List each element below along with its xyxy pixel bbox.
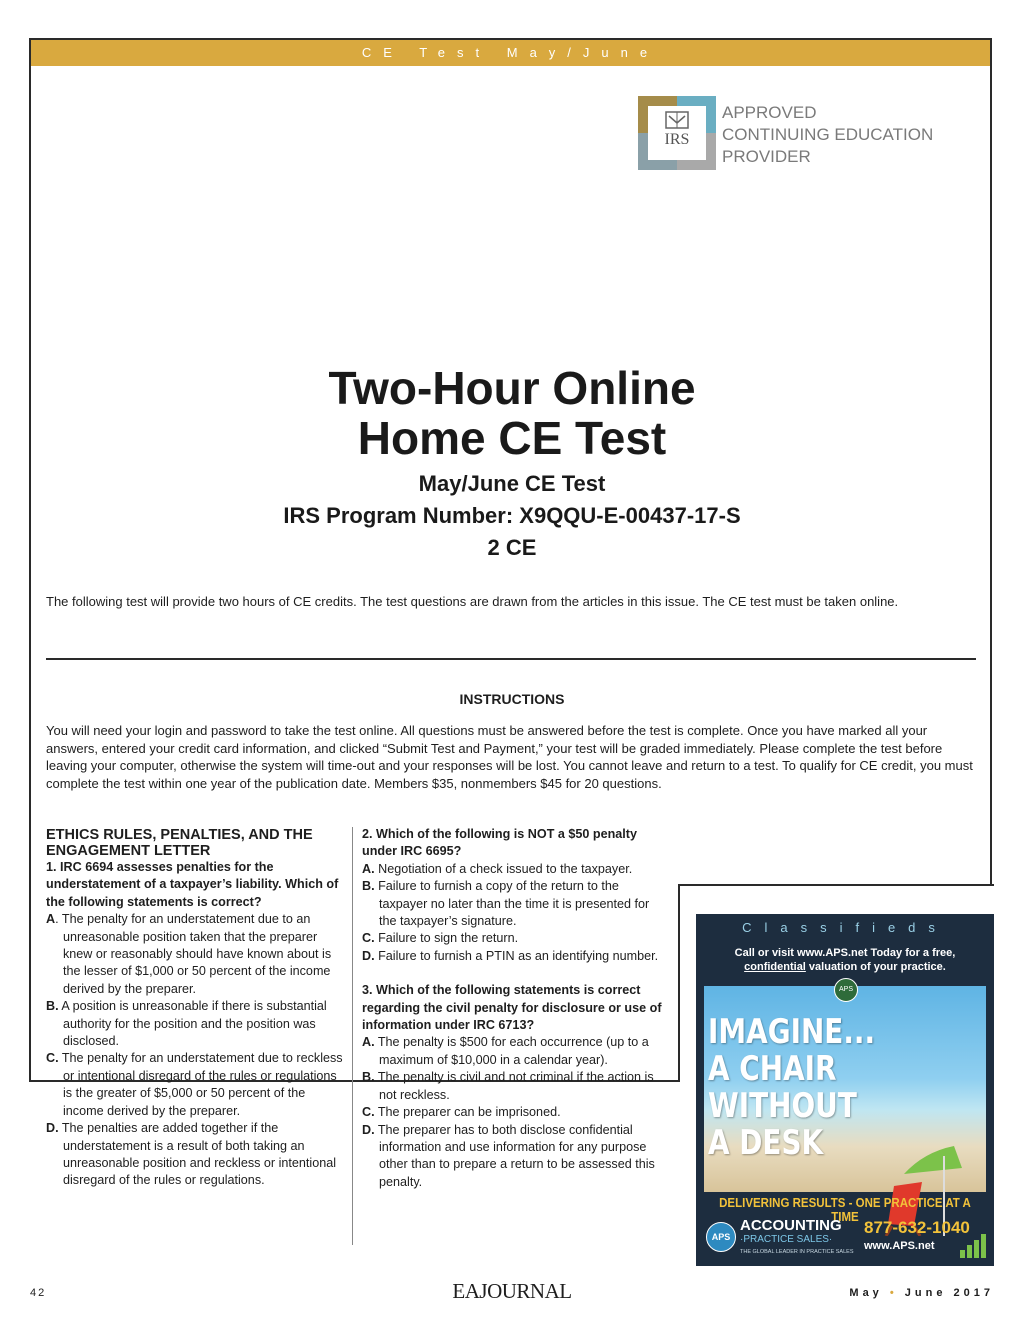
frame-notch-border — [678, 884, 680, 1082]
section-heading: ETHICS RULES, PENALTIES, AND THE ENGAGEMENT LETTER — [46, 827, 313, 859]
ad-footer — [704, 1218, 986, 1262]
answer-2b: B. Failure to furnish a copy of the return to the taxpayer no later than the time it is presented for the taxpayer’s signature. — [362, 879, 650, 929]
ad-website[interactable]: www.APS.net — [864, 1240, 935, 1252]
answer-1b: B. A position is unreasonable if there is substantial authority for the position and the position was disclosed. — [46, 999, 327, 1049]
issue-date: May • June 2017 — [849, 1287, 994, 1299]
aps-logo-icon: APS — [706, 1222, 736, 1252]
answer-3a: A. The penalty is $500 for each occurrence (up to a maximum of $10,000 in a calendar year). — [362, 1035, 649, 1067]
page-number: 42 — [30, 1287, 47, 1299]
divider — [46, 658, 976, 660]
answer-1a: A. The penalty for an understatement due to an unreasonable position taken that the preparer knew or reasonably should have known about is the lesser of $1,000 or 50 percent of the income derived by the preparer. — [46, 912, 332, 996]
ad-phone[interactable]: 877-632-1040 — [864, 1218, 970, 1237]
page-title-line-2: Home CE Test — [357, 412, 667, 464]
answer-3d: D. The preparer has to both disclose confidential information and use information for any purpose other than to prepare a return to be assessed this penalty. — [362, 1122, 655, 1189]
approved-line: PROVIDER — [722, 147, 811, 166]
frame-notch-border-top — [678, 884, 994, 886]
ad-brand-sub: ·PRACTICE SALES· — [740, 1234, 833, 1245]
instructions-body: You will need your login and password to take the test online. All questions must be answered before the test is complete. Once you have marked all your answers, entered your credit card information, and clicked “Submit Test and Payment,” your test will be graded immediately. Please complete the test before leaving your computer, otherwise the system will time-out and your responses will be lost. You cannot leave and return to a test. To qualify for CE credit, you must complete the test within one year of the publication date. Members $35, nonmembers $45 for 20 questions. — [46, 723, 973, 791]
test-subtitle: May/June CE Test — [418, 471, 606, 496]
answer-3c: C. The preparer can be imprisoned. — [362, 1105, 561, 1120]
section-banner: CE Test May/June — [31, 40, 990, 66]
column-divider — [352, 827, 353, 1245]
irs-emblem-text: IRS — [664, 131, 690, 148]
aps-badge-icon: APS — [834, 978, 858, 1002]
answer-1d: D. The penalties are added together if the understatement is a result of both taking an unreasonable position and reckless or intentional disregard of the rules or regulations. — [46, 1121, 337, 1188]
ad-brand: ACCOUNTING — [740, 1217, 842, 1234]
magazine-logo: EAJOURNAL — [452, 1279, 572, 1303]
question-1: 1. IRC 6694 assesses penalties for the understatement of a taxpayer’s liability. Which of the following statements is correct? — [46, 860, 339, 909]
page-title-line-1: Two-Hour Online — [328, 362, 696, 414]
classified-ad[interactable] — [696, 914, 994, 1266]
answer-2c: C. Failure to sign the return. — [362, 931, 519, 946]
ad-brand-tagline: THE GLOBAL LEADER IN PRACTICE SALES — [740, 1249, 854, 1255]
answer-3b: B. The penalty is civil and not criminal if the action is not reckless. — [362, 1070, 654, 1102]
ce-credits: 2 CE — [487, 535, 537, 560]
approved-line: CONTINUING EDUCATION — [722, 125, 934, 144]
answer-2a: A. Negotiation of a check issued to the taxpayer. — [362, 861, 633, 876]
intro-paragraph: The following test will provide two hours of CE credits. The test questions are drawn from the articles in this issue. The CE test must be taken online. — [46, 594, 899, 609]
ad-tagline: DELIVERING RESULTS - ONE PRACTICE AT A TIME — [719, 1196, 971, 1224]
instructions-heading: INSTRUCTIONS — [459, 691, 565, 707]
classifieds-heading: Classifieds — [742, 920, 948, 935]
approved-line: APPROVED — [722, 103, 817, 122]
answer-1c: C. The penalty for an understatement due to reckless or intentional disregard of the rules or regulations is the greater of $5,000 or 50 percent of the income derived by the preparer. — [46, 1051, 343, 1118]
question-column-left — [46, 827, 346, 1190]
question-3: 3. Which of the following statements is correct regarding the civil penalty for disclosure or use of information under IRC 6713? — [362, 983, 662, 1033]
answer-2d: D. Failure to furnish a PTIN as an identifying number. — [362, 948, 659, 963]
question-2: 2. Which of the following is NOT a $50 penalty under IRC 6695? — [362, 827, 637, 859]
irs-logo — [638, 96, 716, 170]
ad-call-to-action: Call or visit www.APS.net Today for a free, confidential valuation of your practice. — [734, 947, 956, 973]
program-number: IRS Program Number: X9QQU-E-00437-17-S — [283, 503, 741, 528]
ad-headline: IMAGINE... A CHAIR WITHOUT A DESK — [708, 1012, 876, 1163]
question-column-right — [362, 826, 662, 1191]
approved-provider-text — [722, 102, 933, 168]
